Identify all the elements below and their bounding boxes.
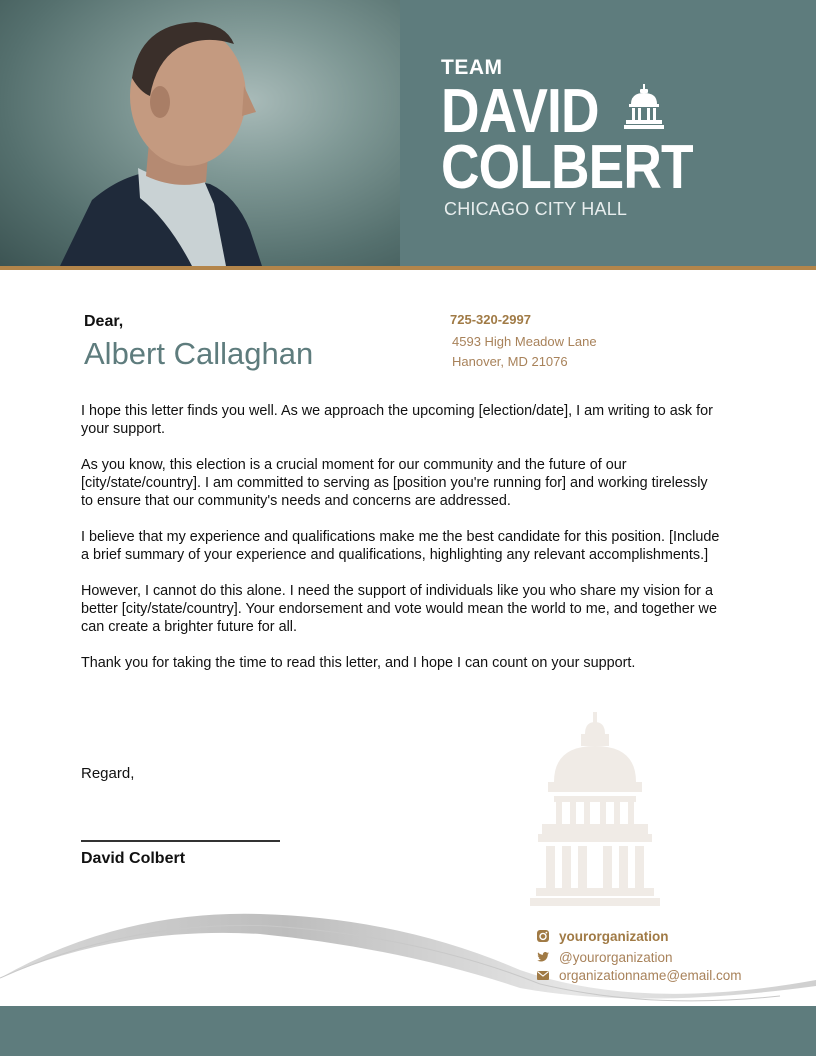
instagram-handle: yourorganization [559, 928, 669, 944]
salutation: Dear, [84, 313, 124, 330]
office-title: CHICAGO CITY HALL [444, 199, 628, 219]
instagram-icon [536, 929, 550, 943]
letter-paragraph: As you know, this election is a crucial moment for our community and the future of our [city/state/country]. I am committed to serving as [position you're running for] and working tirelessly to ensure that our community's needs and concerns are addressed. [81, 457, 708, 509]
capitol-watermark-icon [530, 712, 660, 906]
decorative-wave [0, 900, 816, 1010]
address-line-2: Hanover, MD 21076 [452, 354, 568, 369]
email-address: organizationname@email.com [559, 967, 742, 983]
capitol-icon [623, 84, 665, 130]
letter-paragraph: Thank you for taking the time to read this letter, and I hope I can count on your support. [81, 655, 636, 671]
letter-paragraph: However, I cannot do this alone. I need the support of individuals like you who share my vision for a better [city/state/country]. Your endorsement and vote would mean the world to me, and together we can create a brighter future for all. [81, 583, 717, 635]
signature-line [81, 840, 280, 842]
instagram-contact[interactable] [536, 927, 669, 945]
twitter-icon [536, 950, 550, 964]
envelope-icon [536, 968, 550, 982]
letter-paragraph: I hope this letter finds you well. As we approach the upcoming [election/date], I am writing to ask for your support. [81, 403, 713, 437]
recipient-name: Albert Callaghan [84, 336, 314, 371]
header-divider [0, 266, 816, 270]
candidate-last-name: COLBERT [441, 133, 693, 202]
signature-name: David Colbert [81, 850, 186, 867]
email-contact[interactable] [536, 966, 742, 984]
letter-body [81, 402, 721, 690]
address-line-1: 4593 High Meadow Lane [452, 334, 597, 349]
twitter-contact[interactable] [536, 948, 673, 966]
letter-paragraph: I believe that my experience and qualifications make me the best candidate for this position. [Include a brief summary of your experience and qualifications, highlighting any relevant accomplishments.] [81, 529, 720, 563]
team-label: TEAM [441, 56, 503, 79]
candidate-first-name: DAVID [441, 77, 599, 146]
phone-number: 725-320-2997 [450, 312, 531, 327]
twitter-handle: @yourorganization [559, 949, 673, 965]
candidate-photo [0, 0, 400, 266]
footer-bar [0, 1006, 816, 1056]
closing: Regard, [81, 765, 135, 782]
